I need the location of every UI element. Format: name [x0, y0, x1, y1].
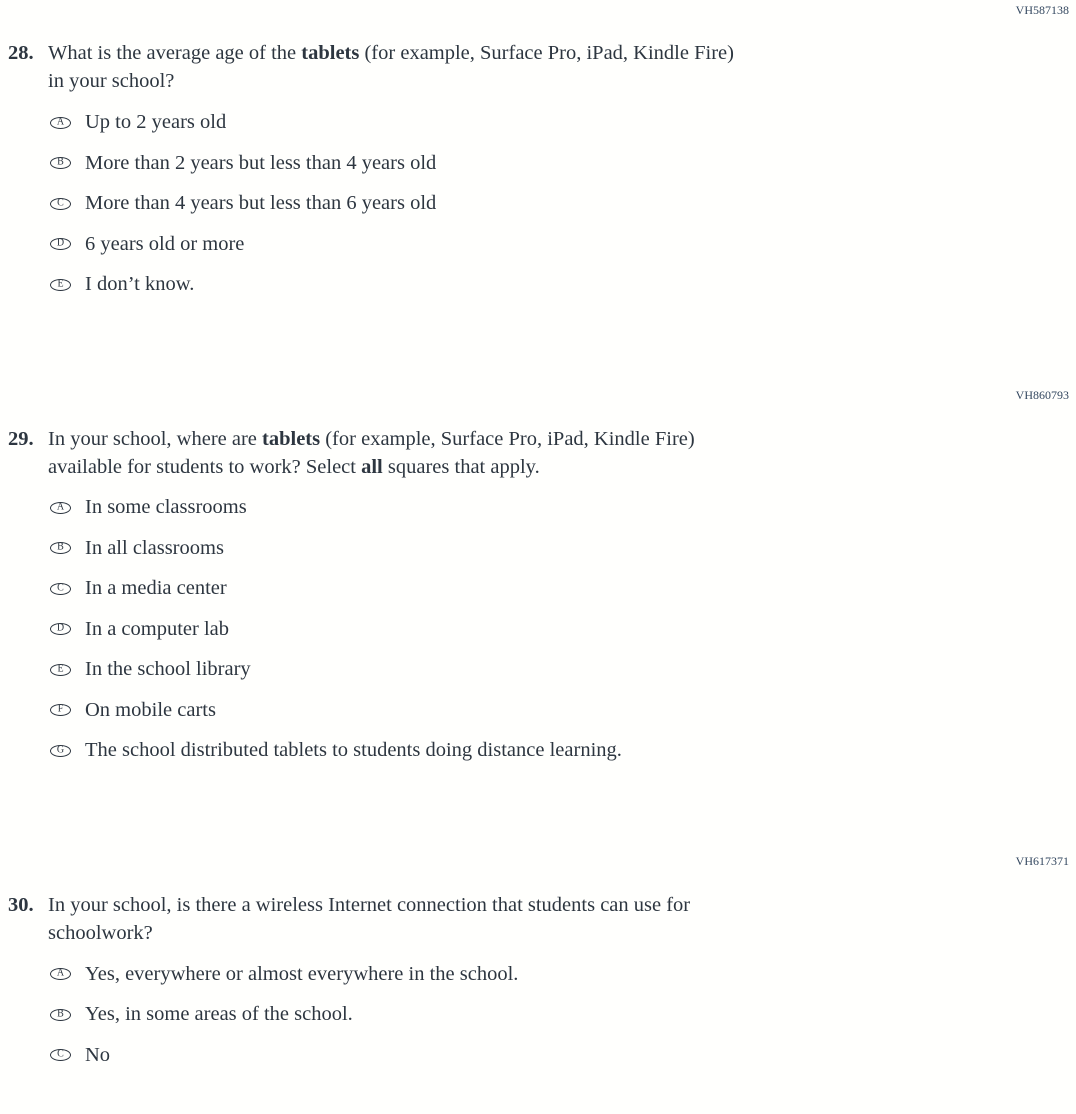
option-label: Up to 2 years old — [85, 111, 227, 133]
option-bubble-c[interactable] — [50, 1049, 71, 1061]
item-code-row — [0, 389, 1076, 402]
prompt-bold: tablets — [262, 428, 321, 450]
option-label: Yes, in some areas of the school. — [85, 1003, 353, 1025]
answer-option[interactable] — [50, 964, 1076, 985]
option-label: More than 2 years but less than 4 years old — [85, 151, 437, 174]
option-label: In the school library — [85, 658, 251, 680]
prompt-pre: available for students to work? Select — [48, 455, 362, 478]
answer-option[interactable] — [50, 538, 1076, 559]
answer-option[interactable] — [50, 193, 1076, 214]
option-letter: B — [57, 156, 64, 168]
question-text-line — [48, 892, 690, 920]
option-bubble-b[interactable] — [50, 1009, 71, 1021]
option-letter: E — [57, 663, 64, 674]
answer-option[interactable] — [50, 740, 1076, 761]
question-28-options — [50, 112, 1076, 295]
option-bubble-c[interactable] — [50, 583, 71, 595]
option-bubble-d[interactable] — [50, 238, 71, 250]
option-label: I don’t know. — [85, 273, 195, 295]
prompt-post: squares that apply. — [382, 455, 540, 478]
answer-option[interactable] — [50, 153, 1076, 174]
option-bubble-b[interactable] — [50, 157, 71, 169]
question-text — [48, 892, 690, 947]
question-text — [48, 426, 695, 481]
question-29-prompt — [8, 426, 1076, 481]
option-label: The school distributed tablets to students doing distance learning. — [85, 739, 622, 761]
question-text-line — [48, 40, 734, 68]
option-bubble-d[interactable] — [50, 623, 71, 635]
prompt-pre: schoolwork? — [48, 921, 153, 944]
question-number: 28. — [8, 42, 34, 64]
question-number: 30. — [8, 894, 34, 916]
prompt-pre: In your school, where are — [48, 428, 263, 450]
item-code-row — [0, 855, 1076, 868]
option-bubble-c[interactable] — [50, 198, 71, 210]
question-text-line — [48, 920, 690, 948]
option-letter: A — [56, 967, 65, 979]
option-bubble-e[interactable] — [50, 279, 71, 291]
option-bubble-f[interactable] — [50, 704, 71, 716]
option-label: In a computer lab — [85, 617, 230, 640]
answer-option[interactable] — [50, 1004, 1076, 1025]
question-30-block — [0, 855, 1076, 1066]
option-letter: C — [57, 197, 64, 208]
option-label: Yes, everywhere or almost everywhere in the school. — [85, 962, 519, 985]
option-letter: F — [57, 703, 64, 715]
answer-option[interactable] — [50, 497, 1076, 518]
option-bubble-g[interactable] — [50, 745, 71, 757]
prompt-pre: What is the average age of the — [48, 42, 302, 64]
option-bubble-a[interactable] — [50, 968, 71, 980]
item-code: VH587138 — [1015, 3, 1069, 17]
option-letter: D — [56, 237, 65, 249]
answer-option[interactable] — [50, 234, 1076, 255]
option-label: No — [85, 1043, 111, 1066]
option-letter: A — [56, 501, 65, 512]
prompt-pre: In your school, is there a wireless Internet connection that students can use for — [48, 894, 691, 916]
option-label: On mobile carts — [85, 698, 216, 721]
answer-option[interactable] — [50, 578, 1076, 599]
option-label: In all classrooms — [85, 536, 224, 559]
question-29-block — [0, 389, 1076, 761]
option-letter: A — [56, 116, 65, 127]
question-28-block — [0, 0, 1076, 295]
item-code: VH617371 — [1015, 854, 1069, 868]
option-letter: C — [57, 1048, 64, 1060]
question-30-prompt — [8, 892, 1076, 947]
answer-option[interactable] — [50, 1045, 1076, 1066]
answer-option[interactable] — [50, 659, 1076, 680]
option-letter: D — [56, 622, 65, 634]
option-letter: B — [57, 1008, 64, 1019]
answer-option[interactable] — [50, 112, 1076, 133]
answer-option[interactable] — [50, 700, 1076, 721]
prompt-post: (for example, Surface Pro, iPad, Kindle Fire) — [359, 42, 734, 64]
question-30-options — [50, 964, 1076, 1066]
option-bubble-a[interactable] — [50, 117, 71, 129]
question-text-line — [48, 426, 695, 454]
option-letter: C — [57, 582, 64, 593]
item-code-row — [0, 0, 1076, 17]
option-letter: E — [57, 278, 64, 289]
option-label: 6 years old or more — [85, 232, 245, 255]
answer-option[interactable] — [50, 619, 1076, 640]
question-number: 29. — [8, 428, 34, 450]
option-letter: B — [57, 541, 64, 553]
question-28-prompt — [8, 40, 1076, 95]
item-code: VH860793 — [1015, 388, 1069, 402]
option-bubble-e[interactable] — [50, 664, 71, 676]
option-bubble-b[interactable] — [50, 542, 71, 554]
prompt-pre: in your school? — [48, 69, 175, 92]
question-text-line — [48, 454, 695, 482]
question-text — [48, 40, 734, 95]
question-29-options — [50, 497, 1076, 761]
prompt-bold: all — [361, 455, 383, 478]
option-label: In a media center — [85, 577, 227, 599]
prompt-bold: tablets — [301, 42, 360, 64]
option-bubble-a[interactable] — [50, 502, 71, 514]
answer-option[interactable] — [50, 274, 1076, 295]
option-label: In some classrooms — [85, 496, 247, 518]
prompt-post: (for example, Surface Pro, iPad, Kindle Fire) — [320, 428, 695, 450]
option-label: More than 4 years but less than 6 years old — [85, 192, 437, 214]
option-letter: G — [56, 744, 65, 755]
question-text-line — [48, 68, 734, 96]
